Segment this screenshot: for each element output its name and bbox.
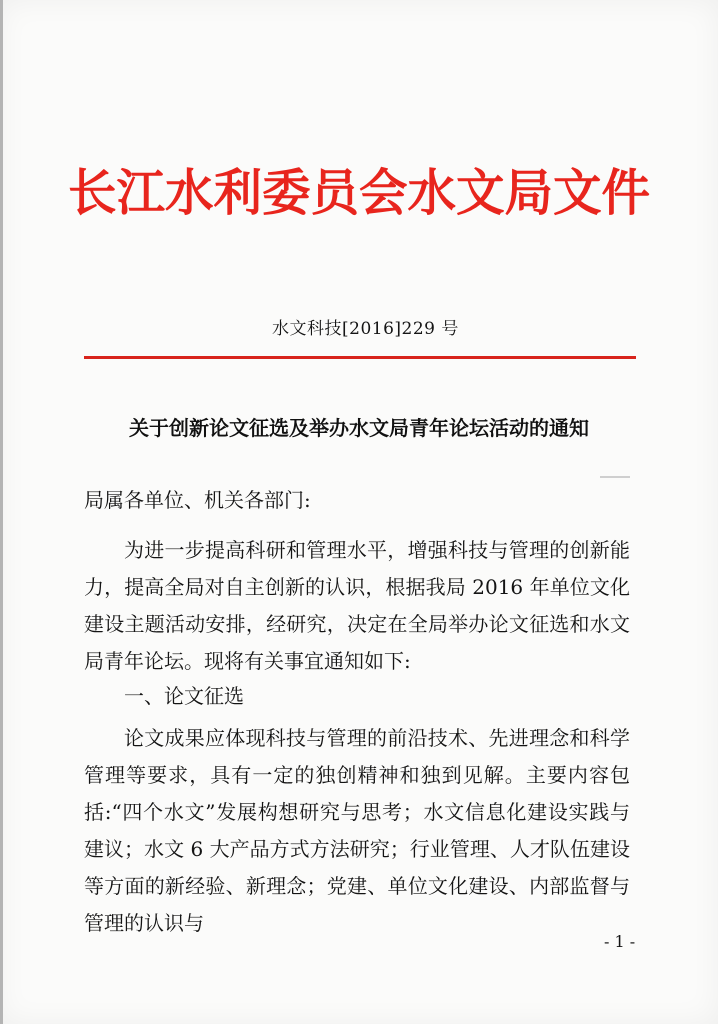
body-paragraph-1: 为进一步提高科研和管理水平，增强科技与管理的创新能力，提高全局对自主创新的认识，根据我局 2016 年单位文化建设主题活动安排，经研究，决定在全局举办论文征选和水文局青年论坛。现将有关事宜通知如下:: [84, 538, 630, 673]
page-edge: [0, 0, 3, 1024]
section-heading-1: 一、论文征选: [124, 684, 244, 708]
bleed-through-mark: [600, 476, 630, 478]
document-title: 关于创新论文征选及举办水文局青年论坛活动的通知: [129, 416, 589, 440]
document-number: 水文科技[2016]229 号: [272, 319, 459, 339]
document-header: 长江水利委员会水文局文件: [68, 164, 651, 222]
page-number: - 1 -: [604, 932, 636, 951]
header-divider: [84, 356, 636, 359]
body-paragraph-2: 论文成果应体现科技与管理的前沿技术、先进理念和科学管理等要求，具有一定的独创精神和独到见解。主要内容包括:“四个水文”发展构想研究与思考；水文信息化建设实践与建议；水文 6 大产品方式方法研究；行业管理、人才队伍建设等方面的新经验、新理念；党建、单位文化建设、内部监督与管理的认识与: [84, 726, 630, 935]
salutation: 局属各单位、机关各部门:: [84, 488, 311, 512]
